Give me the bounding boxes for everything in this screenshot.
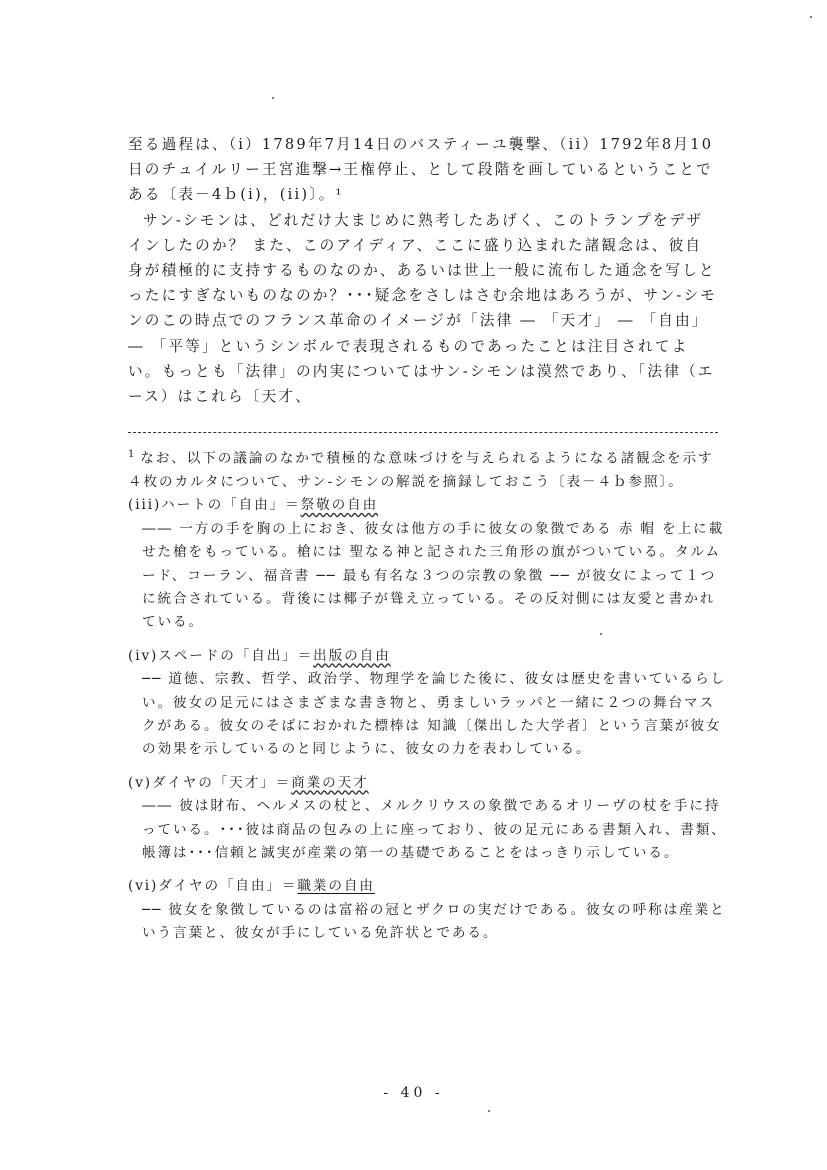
section-heading-underlined: 祭敬の自由 xyxy=(300,497,379,514)
section-heading xyxy=(128,645,728,668)
footnote-separator xyxy=(128,432,718,433)
section-body: ── 彼女を象徴しているのは富裕の冠とザクロの実だけである。彼女の呼称は産業という言葉と、彼女が手にしている免許状とである。 xyxy=(142,901,726,942)
section-body: ―― 彼は財布、ヘルメスの杖と、メルクリウスの象徴であるオリーヴの杖を手に持っている。･･･彼は商品の包みの上に座っており、彼の足元にある書類入れ、書類、帳簿は･･･信頼と誠実が産業の第一の基礎であることをはっきり示している。 xyxy=(142,798,727,862)
section-body: ── 道徳、宗教、哲学、政治学、物理学を論じた後に、彼女は歴史を書いているらしい。彼女の足元にはさまざまな書き物と、勇ましいラッパと一緒に２つの舞台マスクがある。彼女のそばにおかれた標棒は 知識〔傑出した大学者〕という言葉が彼女の効果を示しているのと同じように、彼女の力を表わしている。 xyxy=(142,671,727,758)
footnote-section-v xyxy=(128,772,728,866)
section-heading-underlined: 出版の自由 xyxy=(313,647,391,664)
main-paragraph-2: サン-シモンは、どれだけ大まじめに熟考したあげく、このトランプをデザインしたのか？ また、このアイディア、ここに盛り込まれた諸観念は、彼自身が積極的に支持するものなのか、あるいは世上一般に流布した通念を写しとったにすぎないものなのか？･･･疑念をさしはさむ余地はあろうが、サン-シモンのこの時点でのフランス革命のイメージが「法律 ― 「天才」 ― 「自由」 ― 「平等」というシンボルで表現されるものであったことは注目されてよい。もっとも「法律」の内実についてはサン-シモンは漠然であり、「法律（エース）はこれら〔天才、 xyxy=(128,211,718,406)
page-number: - 40 - xyxy=(383,1085,444,1101)
scan-speck xyxy=(488,1110,490,1112)
section-heading xyxy=(128,772,728,795)
footnote-section-iv xyxy=(128,645,728,762)
scan-speck xyxy=(810,16,812,18)
scan-speck xyxy=(272,97,274,99)
footnote-intro xyxy=(128,443,728,494)
section-heading-label: (iv)スペードの「自出」＝ xyxy=(128,647,314,664)
section-heading xyxy=(128,494,728,517)
section-heading-label: (vi)ダイヤの「自由」＝ xyxy=(128,878,298,895)
footnote xyxy=(128,443,728,956)
footnote-mark: 1 xyxy=(128,449,137,460)
section-body: ―― 一方の手を胸の上におき、彼女は他方の手に彼女の象徴である 赤 帽 を上に載せた槍をもっている。槍には 聖なる神と記された三角形の旗がついている。タルムード、コーラン、福音書 ── 最も有名な３つの宗教の象徴 ── が彼女によって１つに統合されている。背後には椰子が聳え立っている。その反対側には友愛と書かれている。 xyxy=(142,520,725,631)
section-heading-label: (iii)ハートの「自由」＝ xyxy=(128,497,301,514)
section-heading-underlined: 商業の天才 xyxy=(291,774,369,791)
section-heading-underlined: 職業の自由 xyxy=(297,878,375,895)
main-paragraph-1: 至る過程は、（i）1789年7月14日のバスティーユ襲撃、（ii）1792年8月10日のチュイルリー王宮進撃→王権停止、として段階を画しているということである〔表－4ｂ(i)，(ii)〕。¹ xyxy=(128,136,714,204)
footnote-section-vi xyxy=(128,875,728,945)
main-text xyxy=(128,132,718,409)
section-heading xyxy=(128,875,728,898)
footnote-section-iii xyxy=(128,494,728,634)
footnote-intro-text: なお、以下の議論のなかで積極的な意味づけを与えられるようになる諸観念を示す４枚のカルタについて、サン-シモンの解説を摘録しておこう〔表－４ｂ参照〕。 xyxy=(128,450,714,490)
section-heading-label: (v)ダイヤの「天才」＝ xyxy=(128,774,292,791)
